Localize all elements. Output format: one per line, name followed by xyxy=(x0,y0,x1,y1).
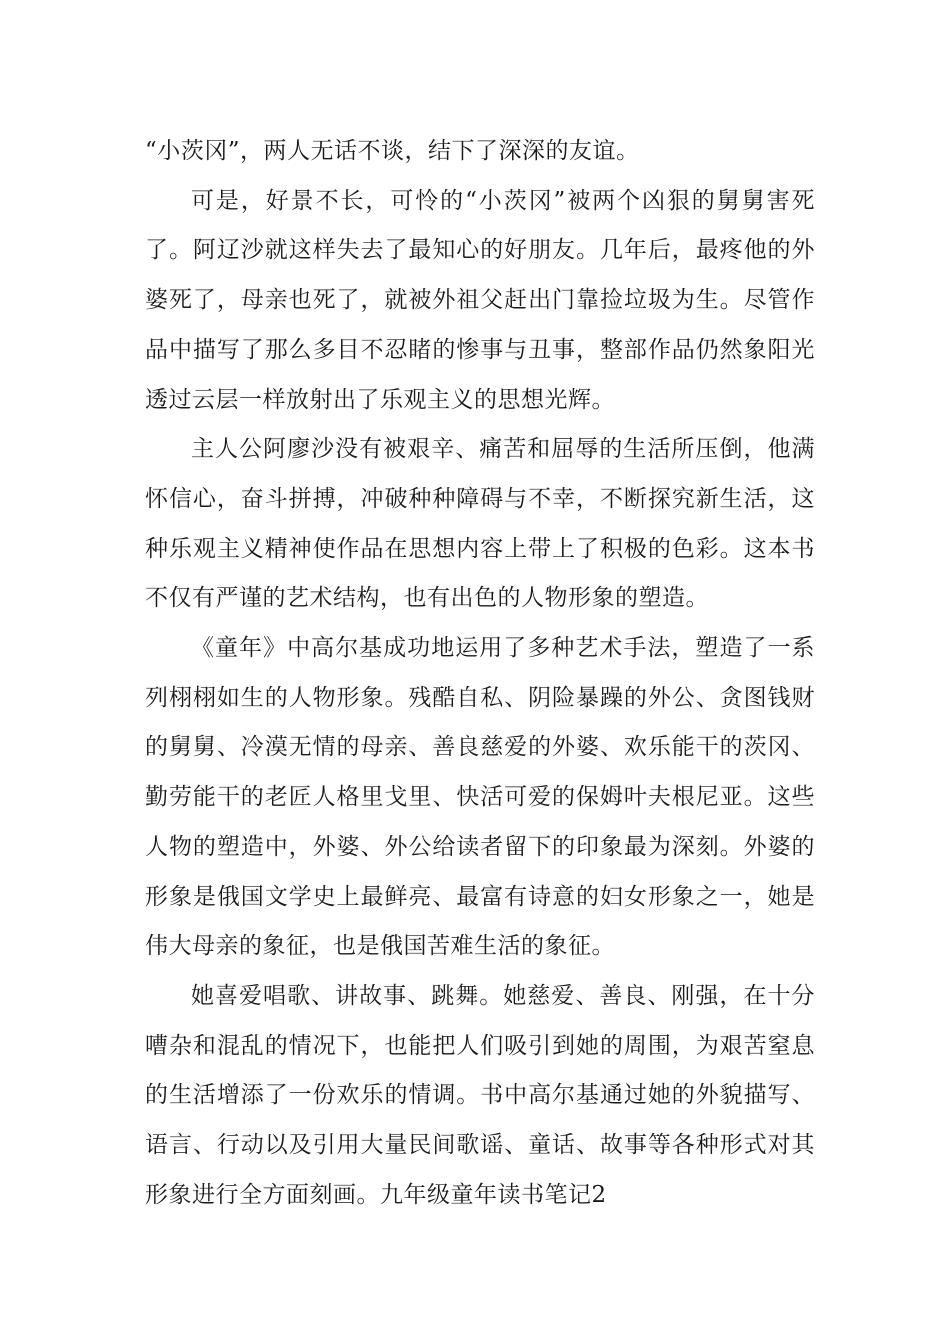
paragraph-characters: 《童年》中高尔基成功地运用了多种艺术手法，塑造了一系列栩栩如生的人物形象。残酷自私、阴险暴躁的外公、贪图钱财的舅舅、冷漠无情的母亲、善良慈爱的外婆、欢乐能干的茨冈、勤劳能干的老匠人格里戈里、快活可爱的保姆叶夫根尼亚。这些人物的塑造中，外婆、外公给读者留下的印象最为深刻。外婆的形象是俄国文学史上最鲜亮、最富有诗意的妇女形象之一，她是伟大母亲的象征，也是俄国苦难生活的象征。 xyxy=(145,635,815,960)
paragraph-grandmother: 她喜爱唱歌、讲故事、跳舞。她慈爱、善良、刚强，在十分嘈杂和混乱的情况下，也能把人们吸引到她的周围，为艰苦窒息的生活增添了一份欢乐的情调。书中高尔基通过她的外貌描写、语言、行动以及引用大量民间歌谣、童话、故事等各种形式对其形象进行全方面刻画。九年级童年读书笔记2 xyxy=(145,982,815,1208)
paragraph-alyosha-optimism: 主人公阿廖沙没有被艰辛、痛苦和屈辱的生活所压倒，他满怀信心，奋斗拼搏，冲破种种障碍与不幸，不断探究新生活，这种乐观主义精神使作品在思想内容上带上了积极的色彩。这本书不仅有严谨的艺术结构，也有出色的人物形象的塑造。 xyxy=(145,436,815,612)
body-text xyxy=(145,127,815,1220)
paragraph-continuation: “小茨冈”，两人无话不谈，结下了深深的友谊。 xyxy=(145,138,640,164)
paragraph-xiao-cigang-death: 可是，好景不长，可怜的“小茨冈”被两个凶狠的舅舅害死了。阿辽沙就这样失去了最知心的好朋友。几年后，最疼他的外婆死了，母亲也死了，就被外祖父赶出门靠捡垃圾为生。尽管作品中描写了那么多目不忍睹的惨事与丑事，整部作品仍然象阳光透过云层一样放射出了乐观主义的思想光辉。 xyxy=(145,187,815,413)
